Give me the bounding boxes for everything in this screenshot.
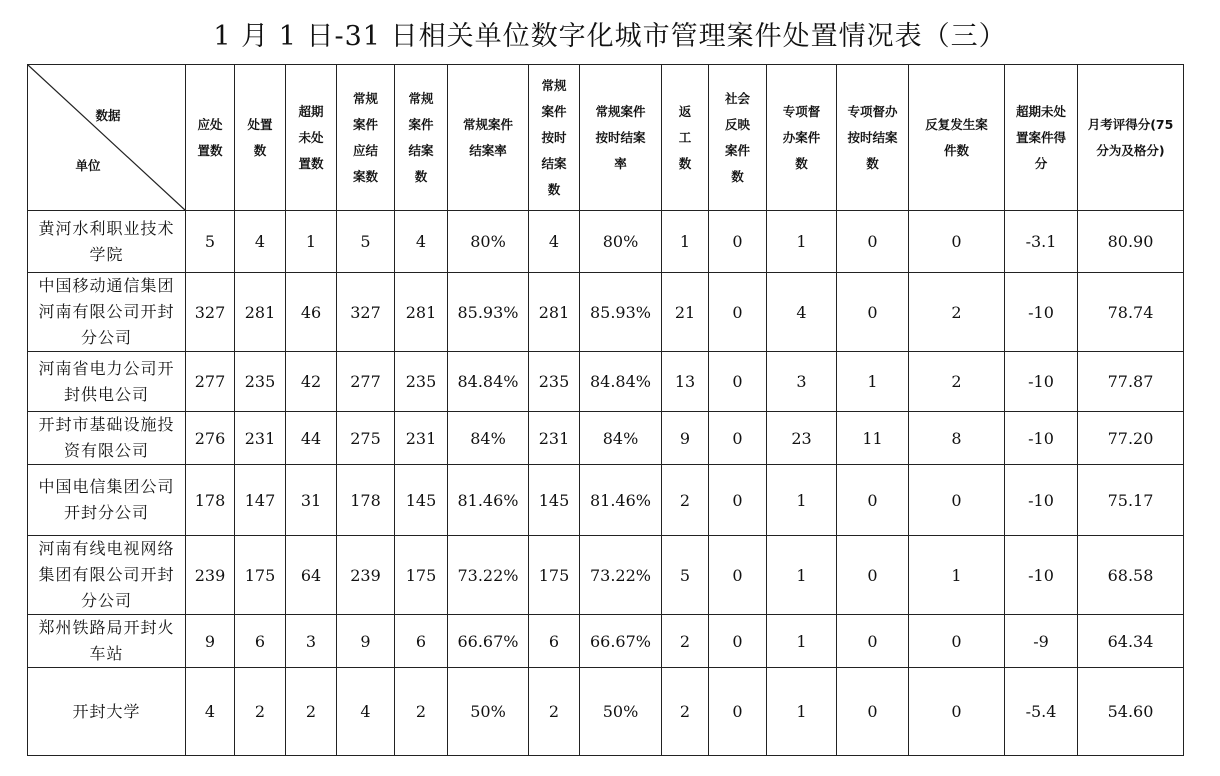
value-cell: 1 — [767, 668, 837, 756]
value-cell: 239 — [337, 536, 395, 615]
page-title: 1 月 1 日-31 日相关单位数字化城市管理案件处置情况表（三） — [213, 21, 1007, 52]
value-cell: 2 — [909, 273, 1005, 352]
value-cell: 0 — [709, 352, 767, 412]
column-header: 应处置数 — [186, 65, 235, 211]
value-cell: 11 — [837, 412, 909, 465]
value-cell: 175 — [529, 536, 580, 615]
value-cell: 73.22% — [580, 536, 662, 615]
value-cell: 2 — [662, 465, 709, 536]
value-cell: 239 — [186, 536, 235, 615]
value-cell: 68.58 — [1078, 536, 1184, 615]
value-cell: 0 — [709, 668, 767, 756]
value-cell: 0 — [709, 615, 767, 668]
value-cell: 64.34 — [1078, 615, 1184, 668]
value-cell: 0 — [709, 412, 767, 465]
value-cell: -3.1 — [1005, 211, 1078, 273]
column-header: 常规案件按时结案率 — [580, 65, 662, 211]
value-cell: 5 — [337, 211, 395, 273]
value-cell: 4 — [235, 211, 286, 273]
value-cell: 235 — [395, 352, 448, 412]
corner-bottom-label: 单位 — [75, 158, 101, 173]
corner-top-label: 数据 — [95, 108, 121, 123]
table-row — [28, 352, 1184, 412]
value-cell: 78.74 — [1078, 273, 1184, 352]
value-cell: -9 — [1005, 615, 1078, 668]
value-cell: 0 — [837, 273, 909, 352]
value-cell: 231 — [235, 412, 286, 465]
column-header: 常规案件应结案数 — [337, 65, 395, 211]
value-cell: 50% — [448, 668, 529, 756]
value-cell: 3 — [767, 352, 837, 412]
value-cell: 5 — [662, 536, 709, 615]
unit-name-cell: 中国电信集团公司开封分公司 — [28, 465, 186, 536]
value-cell: 175 — [235, 536, 286, 615]
value-cell: 231 — [395, 412, 448, 465]
column-header: 社会反映案件数 — [709, 65, 767, 211]
column-header: 常规案件结案率 — [448, 65, 529, 211]
value-cell: 81.46% — [580, 465, 662, 536]
value-cell: 77.20 — [1078, 412, 1184, 465]
value-cell: 0 — [837, 536, 909, 615]
value-cell: 77.87 — [1078, 352, 1184, 412]
value-cell: 31 — [286, 465, 337, 536]
value-cell: -10 — [1005, 536, 1078, 615]
value-cell: 145 — [529, 465, 580, 536]
value-cell: 1 — [662, 211, 709, 273]
value-cell: 75.17 — [1078, 465, 1184, 536]
value-cell: 175 — [395, 536, 448, 615]
column-header: 专项督办按时结案数 — [837, 65, 909, 211]
value-cell: 281 — [529, 273, 580, 352]
value-cell: 1 — [909, 536, 1005, 615]
value-cell: 84.84% — [580, 352, 662, 412]
column-header: 超期未处置数 — [286, 65, 337, 211]
unit-name-cell: 黄河水利职业技术学院 — [28, 211, 186, 273]
value-cell: 6 — [395, 615, 448, 668]
value-cell: 80% — [448, 211, 529, 273]
value-cell: 281 — [395, 273, 448, 352]
value-cell: 0 — [837, 615, 909, 668]
value-cell: 4 — [186, 668, 235, 756]
value-cell: 327 — [337, 273, 395, 352]
column-header: 处置数 — [235, 65, 286, 211]
column-header: 返工数 — [662, 65, 709, 211]
value-cell: 66.67% — [448, 615, 529, 668]
value-cell: 0 — [837, 668, 909, 756]
unit-name-cell: 河南省电力公司开封供电公司 — [28, 352, 186, 412]
value-cell: 235 — [529, 352, 580, 412]
value-cell: 0 — [909, 668, 1005, 756]
value-cell: 2 — [529, 668, 580, 756]
unit-name-cell: 开封大学 — [28, 668, 186, 756]
value-cell: -10 — [1005, 273, 1078, 352]
unit-name-cell: 中国移动通信集团河南有限公司开封分公司 — [28, 273, 186, 352]
value-cell: -5.4 — [1005, 668, 1078, 756]
value-cell: 21 — [662, 273, 709, 352]
value-cell: 0 — [909, 211, 1005, 273]
value-cell: 73.22% — [448, 536, 529, 615]
table-row — [28, 412, 1184, 465]
value-cell: 0 — [909, 615, 1005, 668]
value-cell: 23 — [767, 412, 837, 465]
column-header: 常规案件结案数 — [395, 65, 448, 211]
value-cell: 0 — [837, 211, 909, 273]
value-cell: -10 — [1005, 352, 1078, 412]
value-cell: 0 — [709, 536, 767, 615]
value-cell: 0 — [837, 465, 909, 536]
column-header: 月考评得分(75分为及格分) — [1078, 65, 1184, 211]
value-cell: 4 — [337, 668, 395, 756]
value-cell: 5 — [186, 211, 235, 273]
value-cell: 277 — [337, 352, 395, 412]
table-row — [28, 273, 1184, 352]
value-cell: 178 — [186, 465, 235, 536]
value-cell: 0 — [709, 211, 767, 273]
value-cell: 13 — [662, 352, 709, 412]
value-cell: 46 — [286, 273, 337, 352]
value-cell: 44 — [286, 412, 337, 465]
value-cell: 80% — [580, 211, 662, 273]
value-cell: 2 — [395, 668, 448, 756]
value-cell: 1 — [767, 536, 837, 615]
value-cell: 2 — [909, 352, 1005, 412]
value-cell: 0 — [709, 273, 767, 352]
value-cell: 231 — [529, 412, 580, 465]
table-row — [28, 668, 1184, 756]
value-cell: 84% — [580, 412, 662, 465]
value-cell: 1 — [767, 615, 837, 668]
value-cell: 1 — [286, 211, 337, 273]
table-row — [28, 465, 1184, 536]
unit-name-cell: 开封市基础设施投资有限公司 — [28, 412, 186, 465]
unit-name-cell: 郑州铁路局开封火车站 — [28, 615, 186, 668]
value-cell: 4 — [529, 211, 580, 273]
value-cell: 9 — [337, 615, 395, 668]
value-cell: 327 — [186, 273, 235, 352]
header-row — [28, 65, 1184, 211]
value-cell: 84% — [448, 412, 529, 465]
value-cell: 147 — [235, 465, 286, 536]
value-cell: 9 — [186, 615, 235, 668]
column-header: 超期未处置案件得分 — [1005, 65, 1078, 211]
table-row — [28, 536, 1184, 615]
value-cell: 81.46% — [448, 465, 529, 536]
value-cell: 2 — [235, 668, 286, 756]
value-cell: 9 — [662, 412, 709, 465]
value-cell: 145 — [395, 465, 448, 536]
value-cell: 8 — [909, 412, 1005, 465]
value-cell: 281 — [235, 273, 286, 352]
case-table — [27, 64, 1184, 756]
value-cell: -10 — [1005, 412, 1078, 465]
value-cell: 4 — [767, 273, 837, 352]
value-cell: 2 — [286, 668, 337, 756]
value-cell: 235 — [235, 352, 286, 412]
value-cell: 275 — [337, 412, 395, 465]
value-cell: 1 — [767, 465, 837, 536]
value-cell: 2 — [662, 668, 709, 756]
value-cell: 2 — [662, 615, 709, 668]
value-cell: 6 — [529, 615, 580, 668]
value-cell: 80.90 — [1078, 211, 1184, 273]
corner-cell — [28, 65, 186, 211]
value-cell: 84.84% — [448, 352, 529, 412]
value-cell: 276 — [186, 412, 235, 465]
value-cell: -10 — [1005, 465, 1078, 536]
value-cell: 0 — [709, 465, 767, 536]
table-row — [28, 615, 1184, 668]
value-cell: 6 — [235, 615, 286, 668]
value-cell: 1 — [767, 211, 837, 273]
value-cell: 50% — [580, 668, 662, 756]
column-header: 反复发生案件数 — [909, 65, 1005, 211]
value-cell: 3 — [286, 615, 337, 668]
column-header: 常规案件按时结案数 — [529, 65, 580, 211]
unit-name-cell: 河南有线电视网络集团有限公司开封分公司 — [28, 536, 186, 615]
value-cell: 42 — [286, 352, 337, 412]
value-cell: 64 — [286, 536, 337, 615]
value-cell: 277 — [186, 352, 235, 412]
value-cell: 66.67% — [580, 615, 662, 668]
value-cell: 4 — [395, 211, 448, 273]
table-row — [28, 211, 1184, 273]
value-cell: 85.93% — [448, 273, 529, 352]
value-cell: 1 — [837, 352, 909, 412]
value-cell: 0 — [909, 465, 1005, 536]
value-cell: 178 — [337, 465, 395, 536]
column-header: 专项督办案件数 — [767, 65, 837, 211]
value-cell: 85.93% — [580, 273, 662, 352]
corner-diagonal — [28, 65, 186, 211]
value-cell: 54.60 — [1078, 668, 1184, 756]
